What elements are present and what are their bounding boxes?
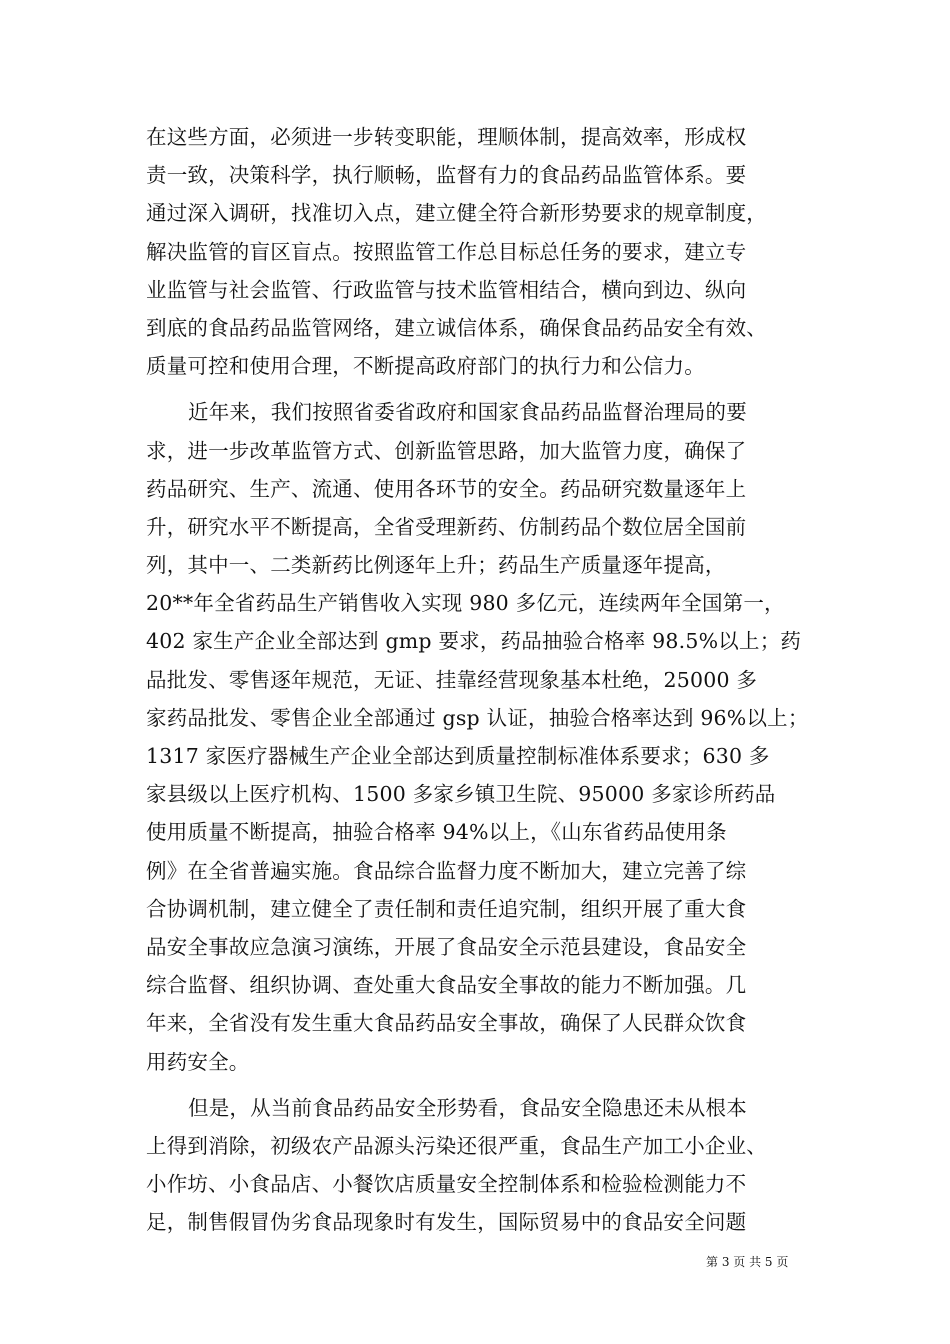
page-number-footer: 第 3 页 共 5 页 [706,1255,789,1269]
text-line: 近年来，我们按照省委省政府和国家食品药品监督治理局的要 [188,400,747,425]
text-line: 列，其中一、二类新药比例逐年上升；药品生产质量逐年提高， [146,553,726,578]
text-line: 综合监督、组织协调、查处重大食品安全事故的能力不断加强。几 [146,973,747,998]
text-line: 业监管与社会监管、行政监管与技术监管相结合，横向到边、纵向 [146,277,747,302]
text-line: 升，研究水平不断提高，全省受理新药、仿制药品个数位居全国前 [146,514,747,539]
text-line: 上得到消除，初级农产品源头污染还很严重，食品生产加工小企业、 [146,1133,767,1158]
text-line: 到底的食品药品监管网络，建立诚信体系，确保食品药品安全有效、 [146,315,767,340]
paragraph-3 [146,1089,816,1242]
paragraph-2 [146,393,816,1080]
text-line: 责一致，决策科学，执行顺畅，监督有力的食品药品监管体系。要 [146,163,747,188]
text-line: 1317 家医疗器械生产企业全部达到质量控制标准体系要求；630 多 [146,744,770,768]
text-line: 使用质量不断提高，抽验合格率 94%以上，《山东省药品使用条 [146,820,727,845]
text-line: 但是，从当前食品药品安全形势看，食品安全隐患还未从根本 [188,1095,747,1120]
text-line: 用药安全。 [146,1049,250,1074]
text-line: 家药品批发、零售企业全部通过 gsp 认证，抽验合格率达到 96%以上； [146,705,809,730]
text-line: 402 家生产企业全部达到 gmp 要求，药品抽验合格率 98.5%以上；药 [146,629,802,654]
paragraph-1 [146,118,816,385]
text-line: 家县级以上医疗机构、1500 多家乡镇卫生院、95000 多家诊所药品 [146,782,776,807]
text-line: 足，制售假冒伪劣食品现象时有发生，国际贸易中的食品安全问题 [146,1210,747,1235]
text-line: 求，进一步改革监管方式、创新监管思路，加大监管力度，确保了 [146,438,747,463]
text-line: 小作坊、小食品店、小餐饮店质量安全控制体系和检验检测能力不 [146,1172,747,1197]
text-line: 例》在全省普遍实施。食品综合监督力度不断加大，建立完善了综 [146,858,747,883]
text-line: 品批发、零售逐年规范，无证、挂靠经营现象基本杜绝，25000 多 [146,667,758,692]
text-line: 20**年全省药品生产销售收入实现 980 多亿元，连续两年全国第一， [146,591,785,616]
text-line: 合协调机制，建立健全了责任制和责任追究制，组织开展了重大食 [146,896,747,921]
text-line: 质量可控和使用合理，不断提高政府部门的执行力和公信力。 [146,354,705,379]
text-line: 年来，全省没有发生重大食品药品安全事故，确保了人民群众饮食 [146,1011,747,1036]
text-line: 通过深入调研，找准切入点，建立健全符合新形势要求的规章制度， [146,201,767,226]
text-line: 药品研究、生产、流通、使用各环节的安全。药品研究数量逐年上 [146,476,747,501]
text-line: 在这些方面，必须进一步转变职能，理顺体制，提高效率，形成权 [146,125,747,149]
text-line: 解决监管的盲区盲点。按照监管工作总目标总任务的要求，建立专 [146,239,747,264]
text-line: 品安全事故应急演习演练，开展了食品安全示范县建设，食品安全 [146,934,747,959]
document-body [146,118,816,1241]
